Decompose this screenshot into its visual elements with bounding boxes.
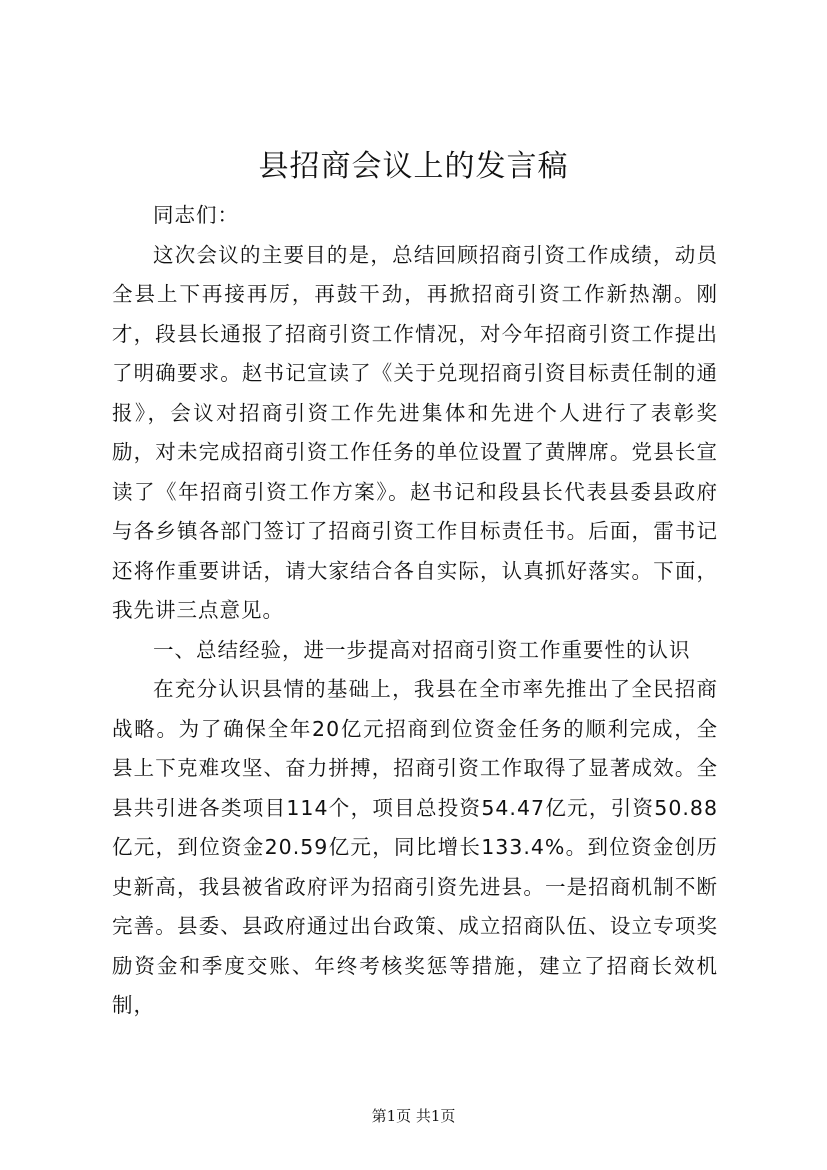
salutation: 同志们：: [153, 203, 239, 227]
paragraph-intro: 这次会议的主要目的是，总结回顾招商引资工作成绩，动员全县上下再接再厉，再鼓干劲，再掀招商引资工作新热潮。刚才，段县长通报了招商引资工作情况，对今年招商引资工作提出了明确要求。赵书记宣读了《关于兑现招商引资目标责任制的通报》，会议对招商引资工作先进集体和先进个人进行了表彰奖励，对未完成招商引资工作任务的单位设置了黄牌席。党县长宣读了《年招商引资工作方案》。赵书记和段县长代表县委县政府与各乡镇各部门签订了招商引资工作目标责任书。后面，雷书记还将作重要讲话，请大家结合各自实际，认真抓好落实。下面，我先讲三点意见。: [112, 242, 718, 622]
document-body: [112, 196, 718, 1026]
page-footer: 第1页 共1页: [371, 1107, 456, 1125]
paragraph-section-1: 在充分认识县情的基础上，我县在全市率先推出了全民招商战略。为了确保全年20亿元招商到位资金任务的顺利完成，全县上下克难攻坚、奋力拼搏，招商引资工作取得了显著成效。全县共引进各类项目114个，项目总投资54.47亿元，引资50.88亿元，到位资金20.59亿元，同比增长133.4%。到位资金创历史新高，我县被省政府评为招商引资先进县。一是招商机制不断完善。县委、县政府通过出台政策、成立招商队伍、设立专项奖励资金和季度交账、年终考核奖惩等措施，建立了招商长效机制，: [112, 677, 718, 1017]
document-title: 县招商会议上的发言稿: [258, 149, 569, 184]
section-heading-1: 一、总结经验，进一步提高对招商引资工作重要性的认识: [153, 637, 691, 662]
